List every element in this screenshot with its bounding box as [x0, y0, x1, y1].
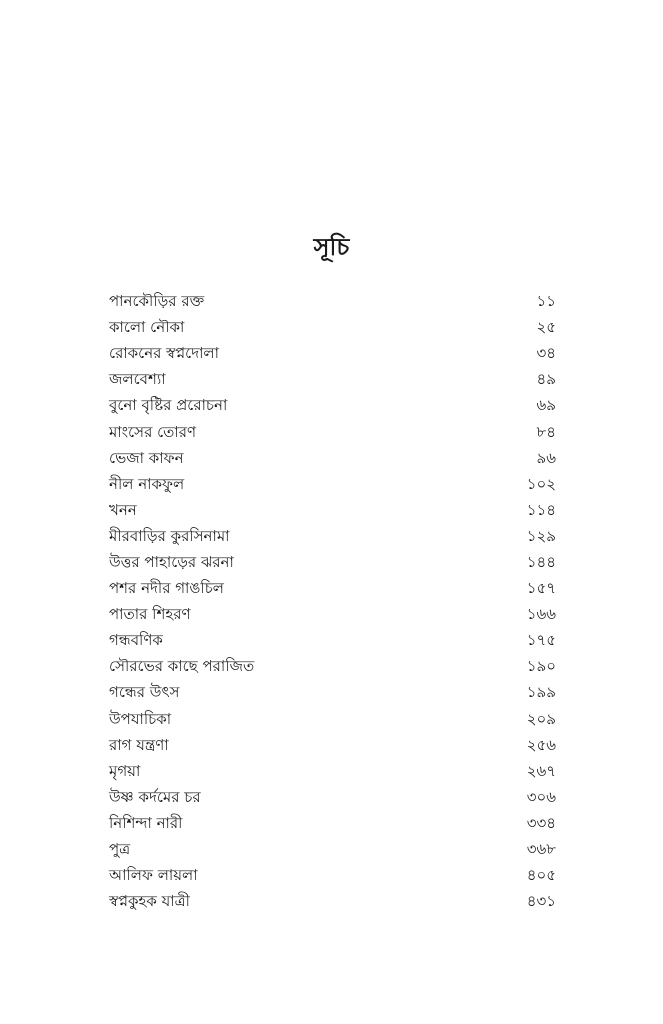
toc-entry: [109, 340, 556, 366]
toc-entry-title: কালো নৌকা: [109, 318, 185, 337]
toc-entry-title: নিশিন্দা নারী: [109, 813, 183, 832]
toc-entry-title: পশর নদীর গাঙচিল: [109, 579, 224, 598]
toc-entry-title: গন্ধের উৎস: [109, 683, 180, 702]
toc-title: সূচি: [313, 233, 350, 261]
toc-entry-title: পাতার শিহরণ: [109, 605, 191, 624]
toc-entry-page: ৪০৫: [526, 866, 556, 885]
toc-entry-page: ১২৯: [526, 526, 556, 545]
toc-entry-page: ৪৩১: [526, 892, 556, 911]
toc-entry: [109, 549, 556, 575]
toc-entry-title: নীল নাকফুল: [109, 474, 185, 493]
toc-entry-page: ১০২: [526, 474, 556, 493]
toc-entry: [109, 575, 556, 601]
toc-entry-page: ৮৪: [536, 422, 556, 441]
toc-entry-page: ৬৯: [536, 396, 556, 415]
toc-entry-page: ১৯০: [526, 657, 556, 676]
toc-entry: [109, 653, 556, 679]
toc-entry: [109, 288, 556, 314]
toc-entry-page: ৯৬: [536, 448, 556, 467]
toc-entry-page: ৪৯: [536, 370, 556, 389]
toc-entry-page: ২৫৬: [526, 735, 556, 754]
toc-entry-title: সৌরভের কাছে পরাজিত: [109, 657, 255, 676]
toc-entry-page: ২০৯: [526, 709, 556, 728]
toc-entry-title: আলিফ লায়লা: [109, 866, 198, 885]
toc-entry-title: জলবেশ্যা: [109, 370, 166, 389]
toc-entry: [109, 862, 556, 888]
toc-entry: [109, 471, 556, 497]
toc-entry: [109, 627, 556, 653]
toc-entry-page: ১৪৪: [526, 552, 556, 571]
toc-entry-title: রাগ যন্ত্রণা: [109, 735, 169, 754]
toc-entry: [109, 392, 556, 418]
toc-entry-title: পানকৌড়ির রক্ত: [109, 292, 205, 311]
toc-entry: [109, 366, 556, 392]
toc-entry: [109, 888, 556, 914]
toc-entry: [109, 836, 556, 862]
toc-entry-title: উত্তর পাহাড়ের ঝরনা: [109, 552, 234, 571]
toc-entry-page: ১৬৬: [526, 605, 556, 624]
toc-entry-page: ১৯৯: [526, 683, 556, 702]
toc-entry: [109, 523, 556, 549]
toc-entry-title: উপযাচিকা: [109, 709, 172, 728]
toc-entry-title: গন্ধবণিক: [109, 631, 163, 650]
toc-entry: [109, 758, 556, 784]
toc-entry: [109, 679, 556, 705]
toc-entry: [109, 810, 556, 836]
toc-entry: [109, 497, 556, 523]
toc-entry-page: ২৬৭: [526, 761, 556, 780]
toc-entry-title: মাংসের তোরণ: [109, 422, 197, 441]
toc-entry-title: রোকনের স্বপ্নদোলা: [109, 344, 219, 363]
toc-entry-title: পুত্র: [109, 840, 131, 859]
toc-entry-page: ৩৬৮: [526, 840, 556, 859]
toc-entry-title: বুনো বৃষ্টির প্ররোচনা: [109, 396, 228, 415]
toc-entry-page: ১৭৫: [526, 631, 556, 650]
toc-entry-title: স্বপ্নকুহক যাত্রী: [109, 892, 190, 911]
toc-entry-page: ১১: [536, 292, 556, 311]
toc-entry-page: ২৫: [536, 318, 556, 337]
toc-entry: [109, 418, 556, 444]
toc-entry-page: ৩৪: [536, 344, 556, 363]
toc-entry: [109, 706, 556, 732]
toc-entry: [109, 732, 556, 758]
toc-entry: [109, 784, 556, 810]
toc-entry: [109, 314, 556, 340]
toc-entry-page: ৩০৬: [526, 787, 556, 806]
toc-entry: [109, 601, 556, 627]
toc-entry-title: খনন: [109, 500, 137, 519]
toc-entry-page: ৩৩৪: [526, 813, 556, 832]
toc-entry-title: মীরবাড়ির কুরসিনামা: [109, 526, 230, 545]
toc-entry-title: মৃগয়া: [109, 761, 141, 780]
toc-entry-page: ১৫৭: [526, 579, 556, 598]
toc-entry-title: ভেজা কাফন: [109, 448, 184, 467]
toc-entry-page: ১১৪: [526, 500, 556, 519]
toc-entry-title: উষ্ণ কর্দমের চর: [109, 787, 201, 806]
toc-list: [109, 288, 556, 914]
toc-entry: [109, 445, 556, 471]
